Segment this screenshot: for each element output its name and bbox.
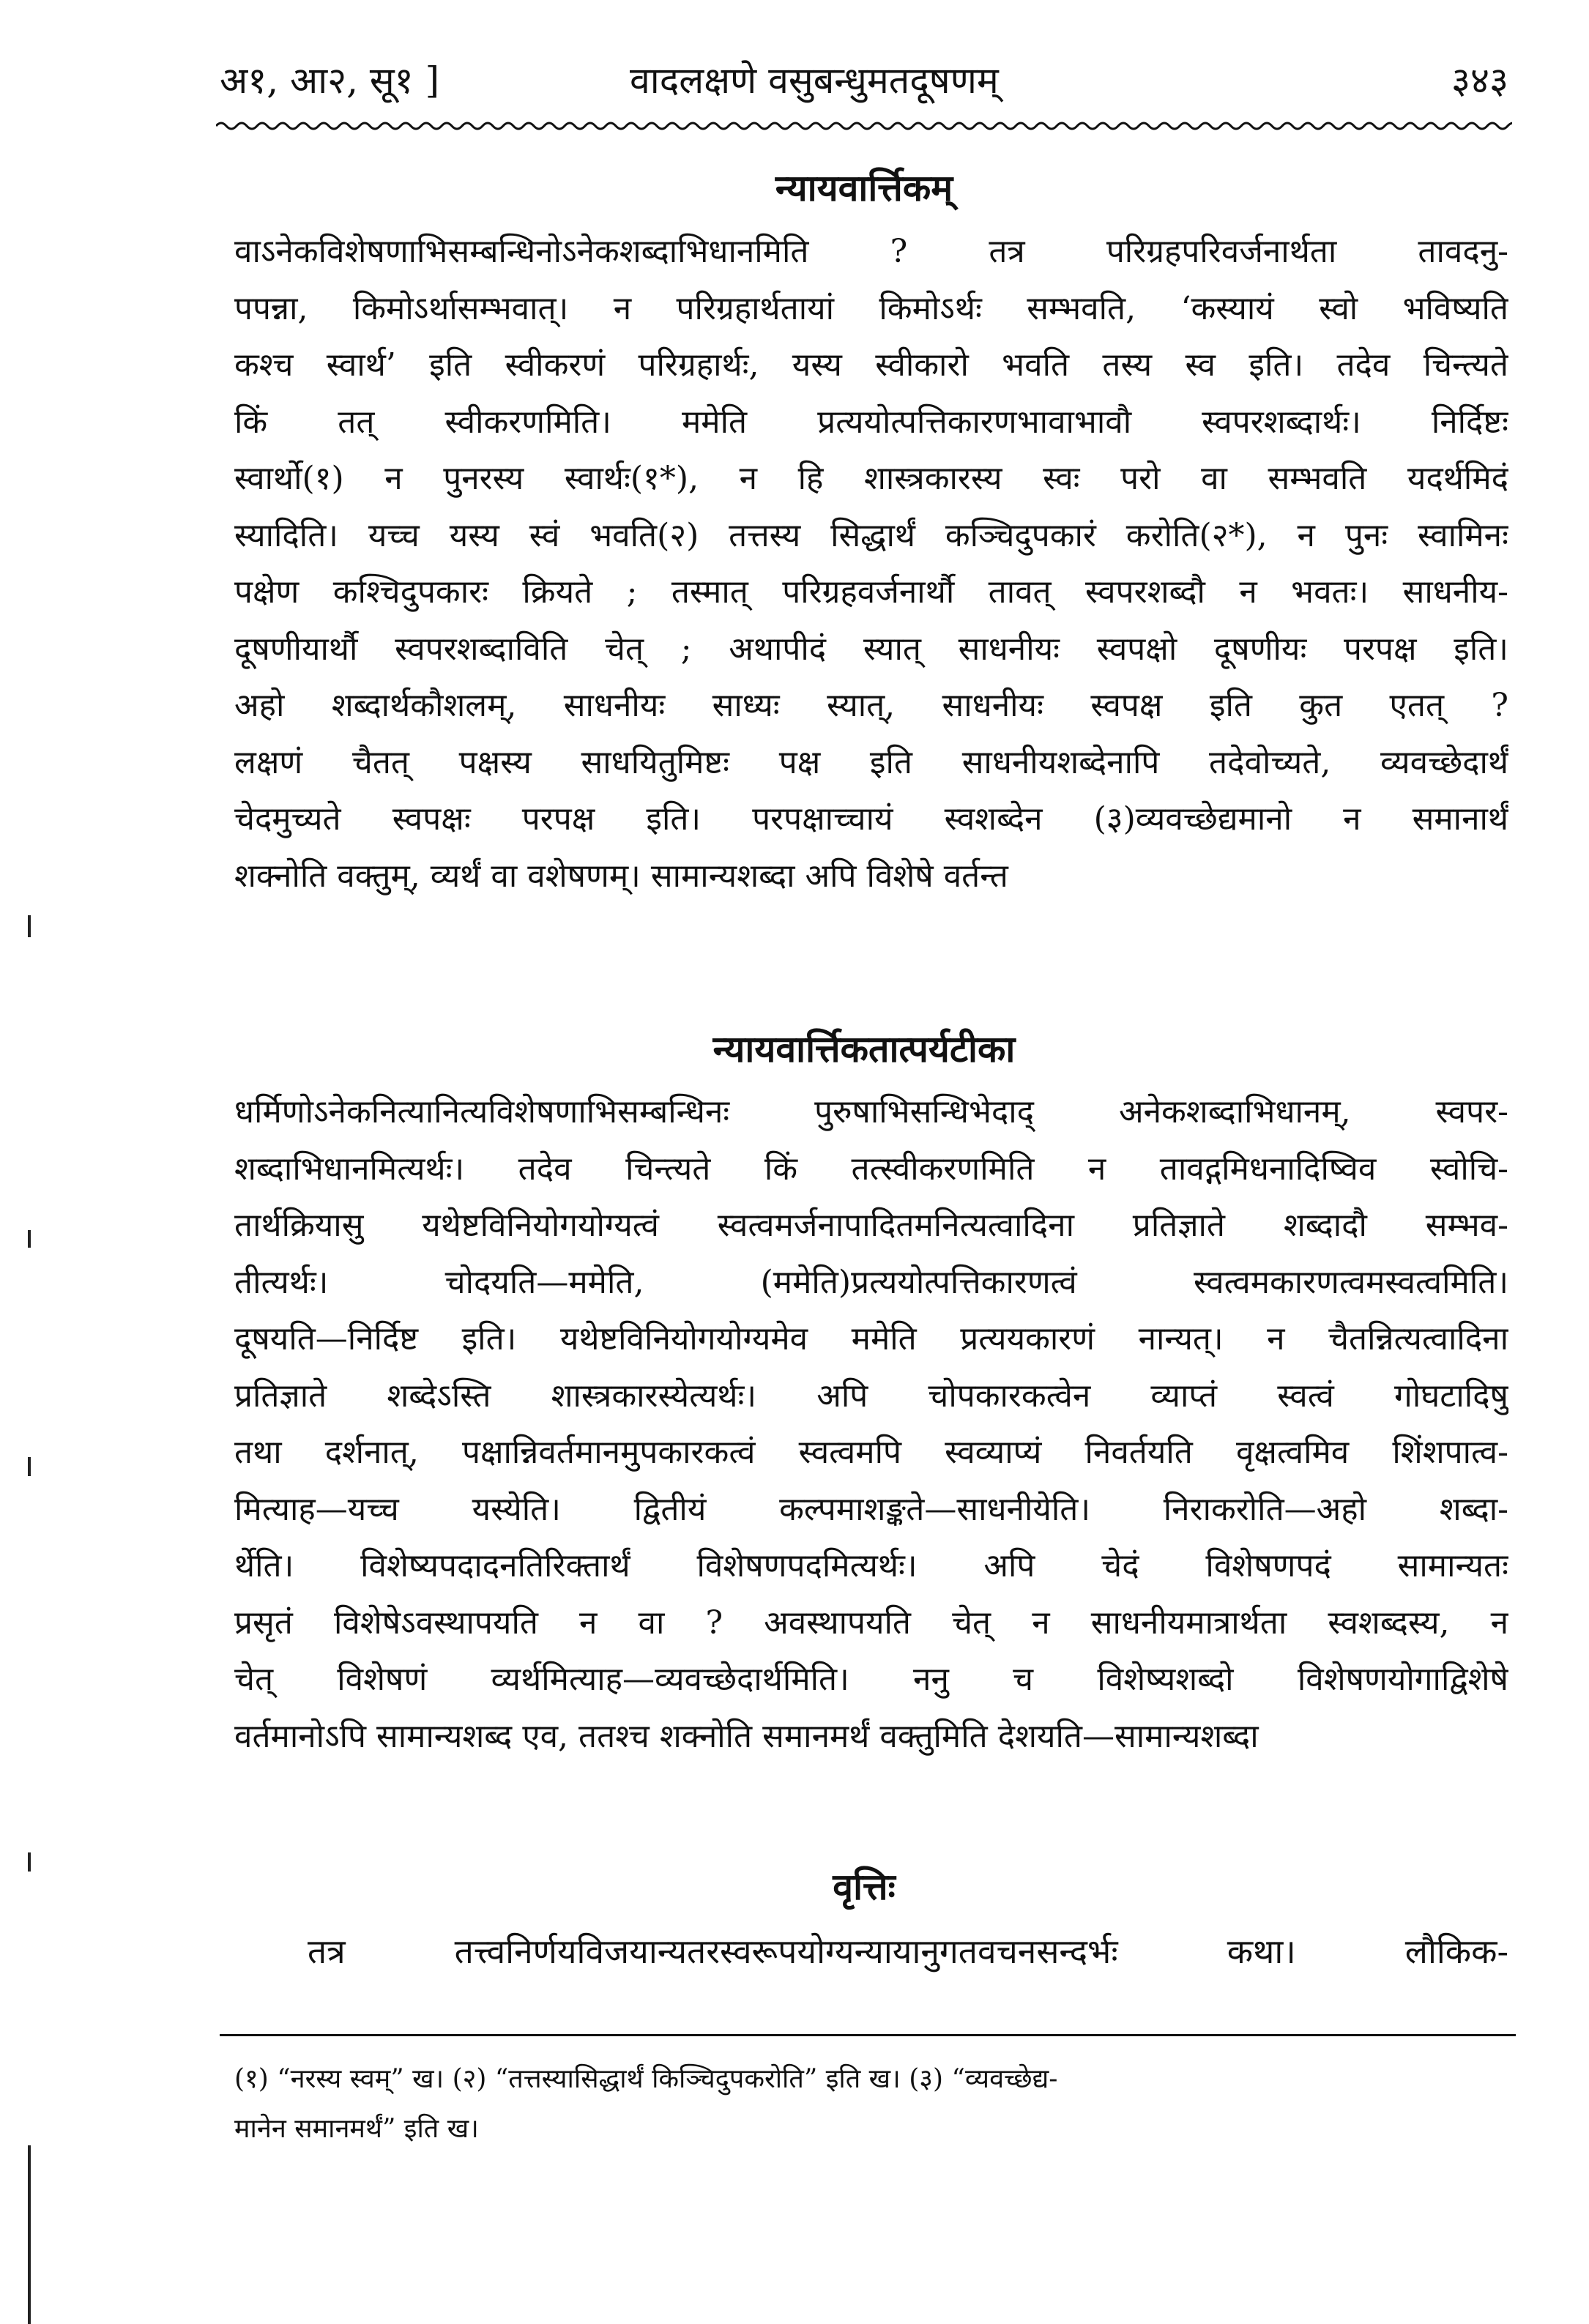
text-line: किं तत् स्वीकरणमिति। ममेति प्रत्ययोत्पत्तिकारणभावाभावौ स्वपरशब्दार्थः। निर्दिष्टः: [234, 403, 1508, 441]
page-number: ३४३: [1451, 59, 1508, 102]
text-line: दूषणीयार्थौ स्वपरशब्दाविति चेत् ; अथापीदं स्यात् साधनीयः स्वपक्षो दूषणीयः परपक्ष इति।: [234, 630, 1508, 668]
header-title: वादलक्षणे वसुबन्धुमतदूषणम्: [630, 59, 999, 102]
text-line: तार्थक्रियासु यथेष्टविनियोगयोग्यत्वं स्वत्वमर्जनापादितमनित्यत्वादिना प्रतिज्ञाते शब्दादौ सम्भव-: [234, 1207, 1508, 1244]
text-line: वर्तमानोऽपि सामान्यशब्द एव, ततश्च शक्नोति समानमर्थं वक्तुमिति देशयति—सामान्यशब्दा: [234, 1717, 1259, 1755]
running-header: [220, 51, 1508, 110]
text-line: कश्च स्वार्थ’ इति स्वीकरणं परिग्रहार्थः, यस्य स्वीकारो भवति तस्य स्व इति। तदेव चिन्त्यते: [234, 346, 1508, 384]
text-line: मित्याह—यच्च यस्येति। द्वितीयं कल्पमाशङ्कते—साधनीयेति। निराकरोति—अहो शब्दा-: [234, 1490, 1508, 1528]
footnote-rule: [220, 2034, 1516, 2036]
footnote-line: मानेन समानमर्थं” इति ख।: [234, 2114, 479, 2144]
text-line: वाऽनेकविशेषणाभिसम्बन्धिनोऽनेकशब्दाभिधानमिति ? तत्र परिग्रहपरिवर्जनार्थता तावदनु-: [234, 233, 1508, 270]
section-title-nyayavarttika: न्यायवार्त्तिकम्: [775, 166, 953, 209]
tatparyatika-text: [234, 1084, 1508, 1765]
section-title-tatparyatika: न्यायवार्त्तिकतात्पर्यटीका: [712, 1027, 1016, 1070]
margin-mark: [28, 1852, 31, 1872]
text-line: शब्दाभिधानमित्यर्थः। तदेव चिन्त्यते किं तत्स्वीकरणमिति न तावद्गमिधनादिष्विव स्वोचि-: [234, 1150, 1508, 1188]
text-line: लक्षणं चैतत् पक्षस्य साधयितुमिष्टः पक्ष इति साधनीयशब्देनापि तदेवोच्यते, व्यवच्छेदार्थं: [234, 743, 1508, 781]
text-line: स्वार्थो(१) न पुनरस्य स्वार्थः(१*), न हि शास्त्रकारस्य स्वः परो वा सम्भवति यदर्थमिदं: [234, 460, 1508, 497]
text-line: धर्मिणोऽनेकनित्यानित्यविशेषणाभिसम्बन्धिनः पुरुषाभिसन्धिभेदाद् अनेकशब्दाभिधानम्, स्वपर-: [234, 1093, 1508, 1131]
text-line: प्रसृतं विशेषेऽवस्थापयति न वा ? अवस्थापयति चेत् न साधनीयमात्रार्थता स्वशब्दस्य, न: [234, 1604, 1508, 1642]
wavy-divider: [216, 117, 1512, 135]
vritti-text: तत्र तत्त्वनिर्णयविजयान्यतरस्वरूपयोग्यन्यायानुगतवचनसन्दर्भः कथा। लौकिक-: [308, 1932, 1508, 1971]
text-line: तीत्यर्थः। चोदयति—ममेति, (ममेति)प्रत्ययोत्पत्तिकारणत्वं स्वत्वमकारणत्वमस्वत्वमिति।: [234, 1263, 1508, 1301]
text-line: र्थेति। विशेष्यपदादनतिरिक्तार्थं विशेषणपदमित्यर्थः। अपि चेदं विशेषणपदं सामान्यतः: [234, 1547, 1508, 1584]
margin-mark: [28, 1457, 31, 1476]
margin-mark: [28, 915, 31, 937]
text-line: दूषयति—निर्दिष्ट इति। यथेष्टविनियोगयोग्यमेव ममेति प्रत्ययकारणं नान्यत्। न चैतन्नित्यत्वादिना: [234, 1320, 1508, 1357]
text-line: चेदमुच्यते स्वपक्षः परपक्ष इति। परपक्षाच्चायं स्वशब्देन (३)व्यवच्छेद्यमानो न समानार्थं: [234, 800, 1508, 838]
section-title-vritti: वृत्तिः: [833, 1865, 896, 1908]
margin-mark: [28, 1230, 31, 1248]
text-line: अहो शब्दार्थकौशलम्, साधनीयः साध्यः स्यात्, साधनीयः स्वपक्ष इति कुत एतत् ?: [234, 687, 1508, 724]
text-line: स्यादिति। यच्च यस्य स्वं भवति(२) तत्तस्य सिद्धार्थं कञ्चिदुपकारं करोति(२*), न पुनः स्वामिनः: [234, 516, 1508, 554]
footnote-line: (१) “नरस्य स्वम्” ख। (२) “तत्तस्यासिद्धार्थं किञ्चिदुपकरोति” इति ख। (३) “व्यवच्छेद्य-: [234, 2064, 1058, 2094]
margin-mark: [28, 2145, 31, 2324]
text-line: पपन्ना, किमोऽर्थासम्भवात्। न परिग्रहार्थतायां किमोऽर्थः सम्भवति, ‘कस्यायं स्वो भविष्यति: [234, 289, 1508, 327]
text-line: प्रतिज्ञाते शब्देऽस्ति शास्त्रकारस्येत्यर्थः। अपि चोपकारकत्वेन व्याप्तं स्वत्वं गोघटादिषु: [234, 1377, 1508, 1415]
text-line: पक्षेण कश्चिदुपकारः क्रियते ; तस्मात् परिग्रहवर्जनार्थौ तावत् स्वपरशब्दौ न भवतः। साधनीय-: [234, 573, 1508, 611]
text-line: चेत् विशेषणं व्यर्थमित्याह—व्यवच्छेदार्थमिति। ननु च विशेष्यशब्दो विशेषणयोगाद्विशेषे: [234, 1661, 1508, 1698]
text-line: शक्नोति वक्तुम्, व्यर्थं वा वशेषणम्। सामान्यशब्दा अपि विशेषे वर्तन्त: [234, 857, 1008, 895]
nyayavarttika-text: [234, 223, 1508, 904]
text-line: तथा दर्शनात्, पक्षान्निवर्तमानमुपकारकत्वं स्वत्वमपि स्वव्याप्यं निवर्तयति वृक्षत्वमिव शिंशपात्व-: [234, 1434, 1508, 1471]
header-reference: अ१, आ२, सू१ ]: [220, 59, 440, 102]
